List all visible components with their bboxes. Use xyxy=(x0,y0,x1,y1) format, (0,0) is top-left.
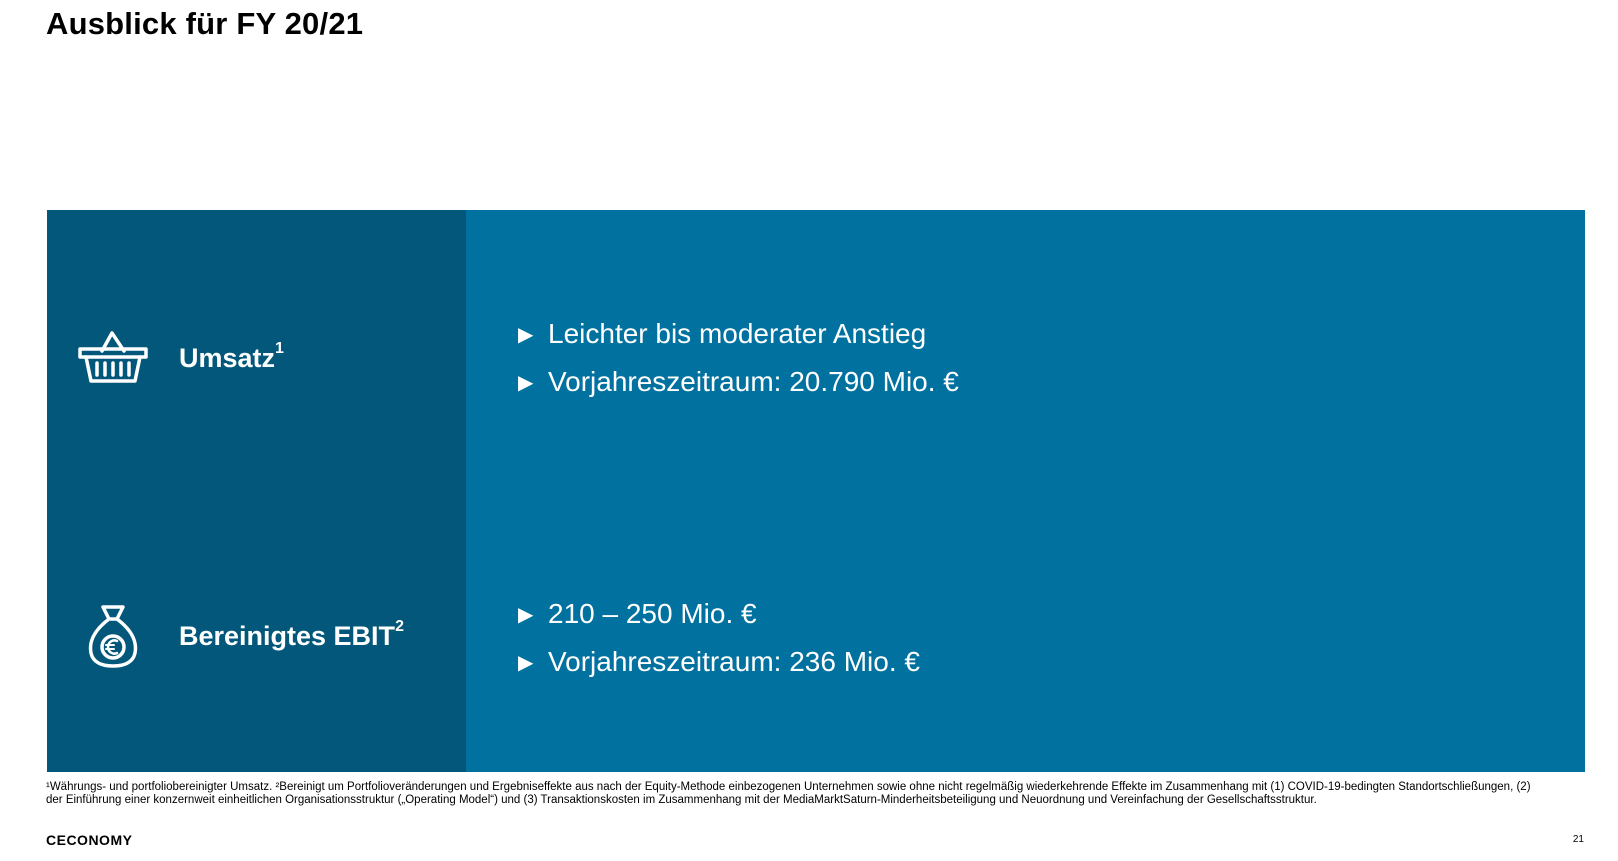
row-label: Bereinigtes EBIT$^2$ xyxy=(179,617,404,651)
bullet-item: ▶ Vorjahreszeitraum: 20.790 Mio. € xyxy=(518,366,959,397)
page-number: 21 xyxy=(1572,834,1584,845)
bullet-item: ▶ Vorjahreszeitraum: 236 Mio. € xyxy=(518,646,920,677)
money-bag-euro-icon xyxy=(77,600,149,672)
triangle-bullet-icon: ▶ xyxy=(518,651,534,674)
outlook-panel xyxy=(47,210,1585,772)
panel-left xyxy=(47,210,466,772)
page-title: Ausblick für FY 20/21 xyxy=(46,6,364,41)
bullet-item: ▶ 210 – 250 Mio. € xyxy=(518,598,757,629)
row-umsatz-label xyxy=(77,322,284,394)
triangle-bullet-icon: ▶ xyxy=(518,603,534,626)
footnote: ¹Währungs- und portfoliobereinigter Umsatz. ²Bereinigt um Portfolioveränderungen und Ergebniseffekte aus nach der Equity-Methode einbezogenen Unternehmen sowie ohne nicht regelmäßig wiederkehrende Effekte im Zusammenhang mit (1) COVID-19-bedingten Standortschließungen, (2) der Einführung einer konzernweit einheitlichen Organisationsstruktur („Operating Model“) und (3) Transaktionskosten im Zusammenhang mit der MediaMarktSaturn-Minderheitsbeteiligung und Neuordnung und Vereinfachung der Gesellschaftsstruktur. xyxy=(46,781,1531,806)
shopping-basket-icon xyxy=(77,322,149,394)
panel-right xyxy=(466,210,1585,772)
triangle-bullet-icon: ▶ xyxy=(518,371,534,394)
row-label: Umsatz$^1$ xyxy=(179,339,284,373)
triangle-bullet-icon: ▶ xyxy=(518,323,534,346)
umsatz-bullets xyxy=(518,310,959,406)
ebit-bullets xyxy=(518,590,920,686)
row-ebit-label xyxy=(77,600,404,672)
bullet-item: ▶ Leichter bis moderater Anstieg xyxy=(518,318,927,349)
company-logo: CECONOMY xyxy=(46,832,133,848)
